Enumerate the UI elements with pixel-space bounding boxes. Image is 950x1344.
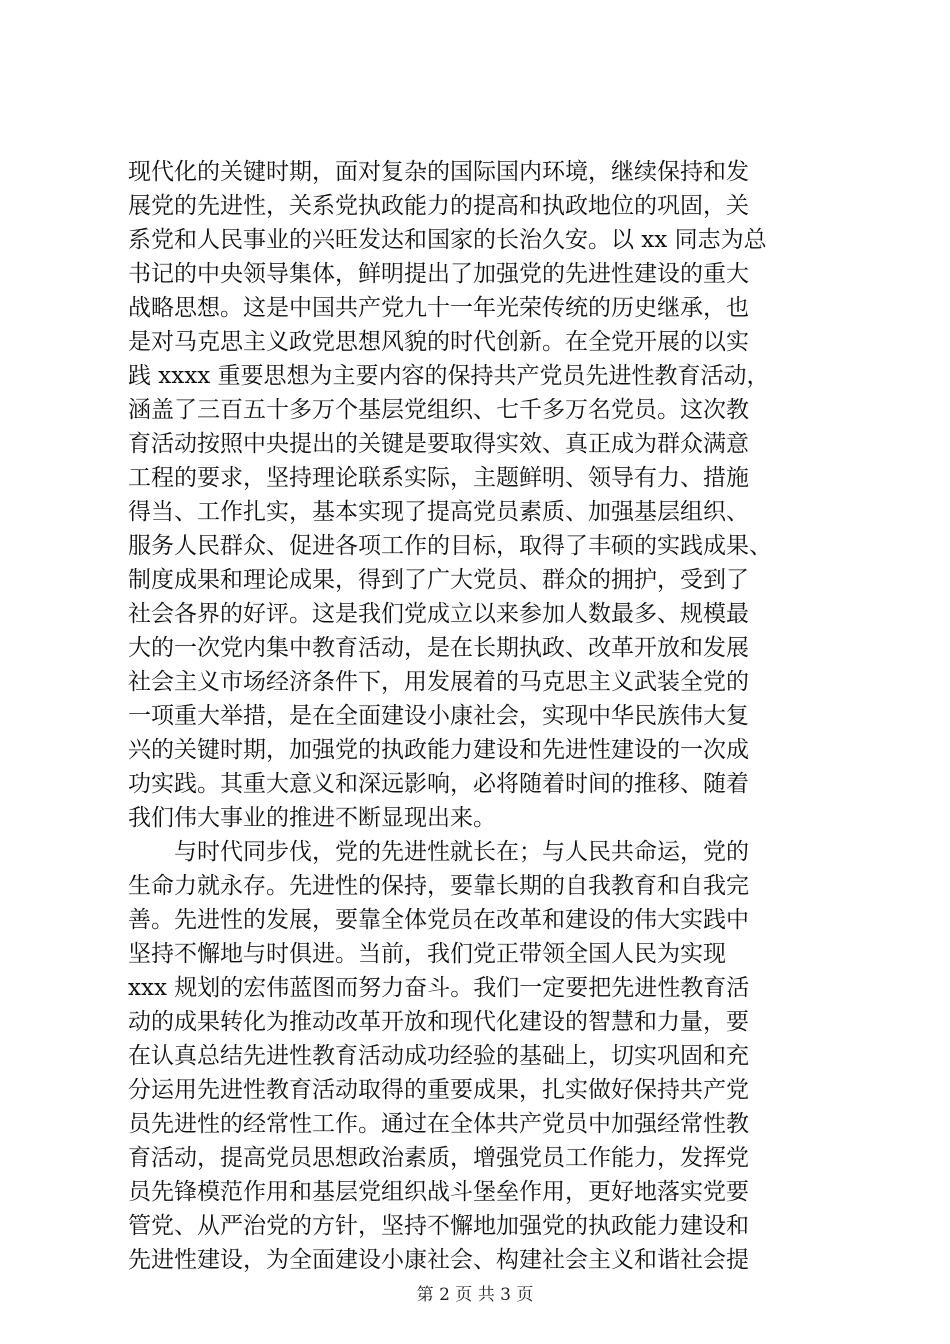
text-line: 先进性建设，为全面建设小康社会、构建社会主义和谐社会提 bbox=[128, 1247, 749, 1273]
text-line: 现代化的关键时期，面对复杂的国际国内环境，继续保持和发 bbox=[128, 159, 749, 185]
text-line: 社会主义市场经济条件下，用发展着的马克思主义武装全党的 bbox=[128, 669, 749, 695]
text-line: 展党的先进性，关系党执政能力的提高和执政地位的巩固，关 bbox=[128, 193, 749, 219]
text-line: 系党和人民事业的兴旺发达和国家的长治久安。以 xx 同志为总 bbox=[128, 227, 767, 253]
text-line: 战略思想。这是中国共产党九十一年光荣传统的历史继承，也 bbox=[128, 295, 749, 321]
text-line: 兴的关键时期，加强党的执政能力建设和先进性建设的一次成 bbox=[128, 737, 749, 763]
text-line: 在认真总结先进性教育活动成功经验的基础上，切实巩固和充 bbox=[128, 1043, 749, 1069]
text-line: 大的一次党内集中教育活动，是在长期执政、改革开放和发展 bbox=[128, 635, 749, 661]
text-line: 坚持不懈地与时俱进。当前，我们党正带领全国人民为实现 bbox=[128, 941, 726, 967]
text-line: 涵盖了三百五十多万个基层党组织、七千多万名党员。这次教 bbox=[128, 397, 749, 423]
text-line: 育活动，提高党员思想政治素质，增强党员工作能力，发挥党 bbox=[128, 1145, 749, 1171]
text-line: 践 xxxx 重要思想为主要内容的保持共产党员先进性教育活动， bbox=[128, 363, 770, 389]
text-line: 我们伟大事业的推进不断显现出来。 bbox=[128, 805, 496, 831]
paragraph-2 bbox=[128, 835, 840, 1277]
text-line: 善。先进性的发展，要靠全体党员在改革和建设的伟大实践中 bbox=[128, 907, 749, 933]
text-line: 育活动按照中央提出的关键是要取得实效、真正成为群众满意 bbox=[128, 431, 749, 457]
text-line: 与时代同步伐，党的先进性就长在；与人民共命运，党的 bbox=[174, 839, 749, 865]
text-line: 服务人民群众、促进各项工作的目标，取得了丰硕的实践成果、 bbox=[128, 533, 772, 559]
text-line: xxx 规划的宏伟蓝图而努力奋斗。我们一定要把先进性教育活 bbox=[128, 975, 750, 1001]
text-line: 管党、从严治党的方针，坚持不懈地加强党的执政能力建设和 bbox=[128, 1213, 749, 1239]
text-line: 工程的要求，坚持理论联系实际，主题鲜明、领导有力、措施 bbox=[128, 465, 749, 491]
text-line: 一项重大举措，是在全面建设小康社会，实现中华民族伟大复 bbox=[128, 703, 749, 729]
page-footer bbox=[0, 1280, 950, 1305]
text-line: 员先锋模范作用和基层党组织战斗堡垒作用，更好地落实党要 bbox=[128, 1179, 749, 1205]
page-number: 第 2 页 共 3 页 bbox=[416, 1285, 534, 1305]
text-line: 员先进性的经常性工作。通过在全体共产党员中加强经常性教 bbox=[128, 1111, 749, 1137]
text-line: 功实践。其重大意义和深远影响，必将随着时间的推移、随着 bbox=[128, 771, 749, 797]
text-line: 生命力就永存。先进性的保持，要靠长期的自我教育和自我完 bbox=[128, 873, 749, 899]
text-line: 得当、工作扎实，基本实现了提高党员素质、加强基层组织、 bbox=[128, 499, 749, 525]
paragraph-1 bbox=[128, 155, 840, 835]
text-line: 制度成果和理论成果，得到了广大党员、群众的拥护，受到了 bbox=[128, 567, 749, 593]
text-line: 社会各界的好评。这是我们党成立以来参加人数最多、规模最 bbox=[128, 601, 749, 627]
text-line: 分运用先进性教育活动取得的重要成果，扎实做好保持共产党 bbox=[128, 1077, 749, 1103]
text-line: 书记的中央领导集体，鲜明提出了加强党的先进性建设的重大 bbox=[128, 261, 749, 287]
document-body bbox=[128, 155, 840, 1277]
text-line: 动的成果转化为推动改革开放和现代化建设的智慧和力量，要 bbox=[128, 1009, 749, 1035]
text-line: 是对马克思主义政党思想风貌的时代创新。在全党开展的以实 bbox=[128, 329, 749, 355]
